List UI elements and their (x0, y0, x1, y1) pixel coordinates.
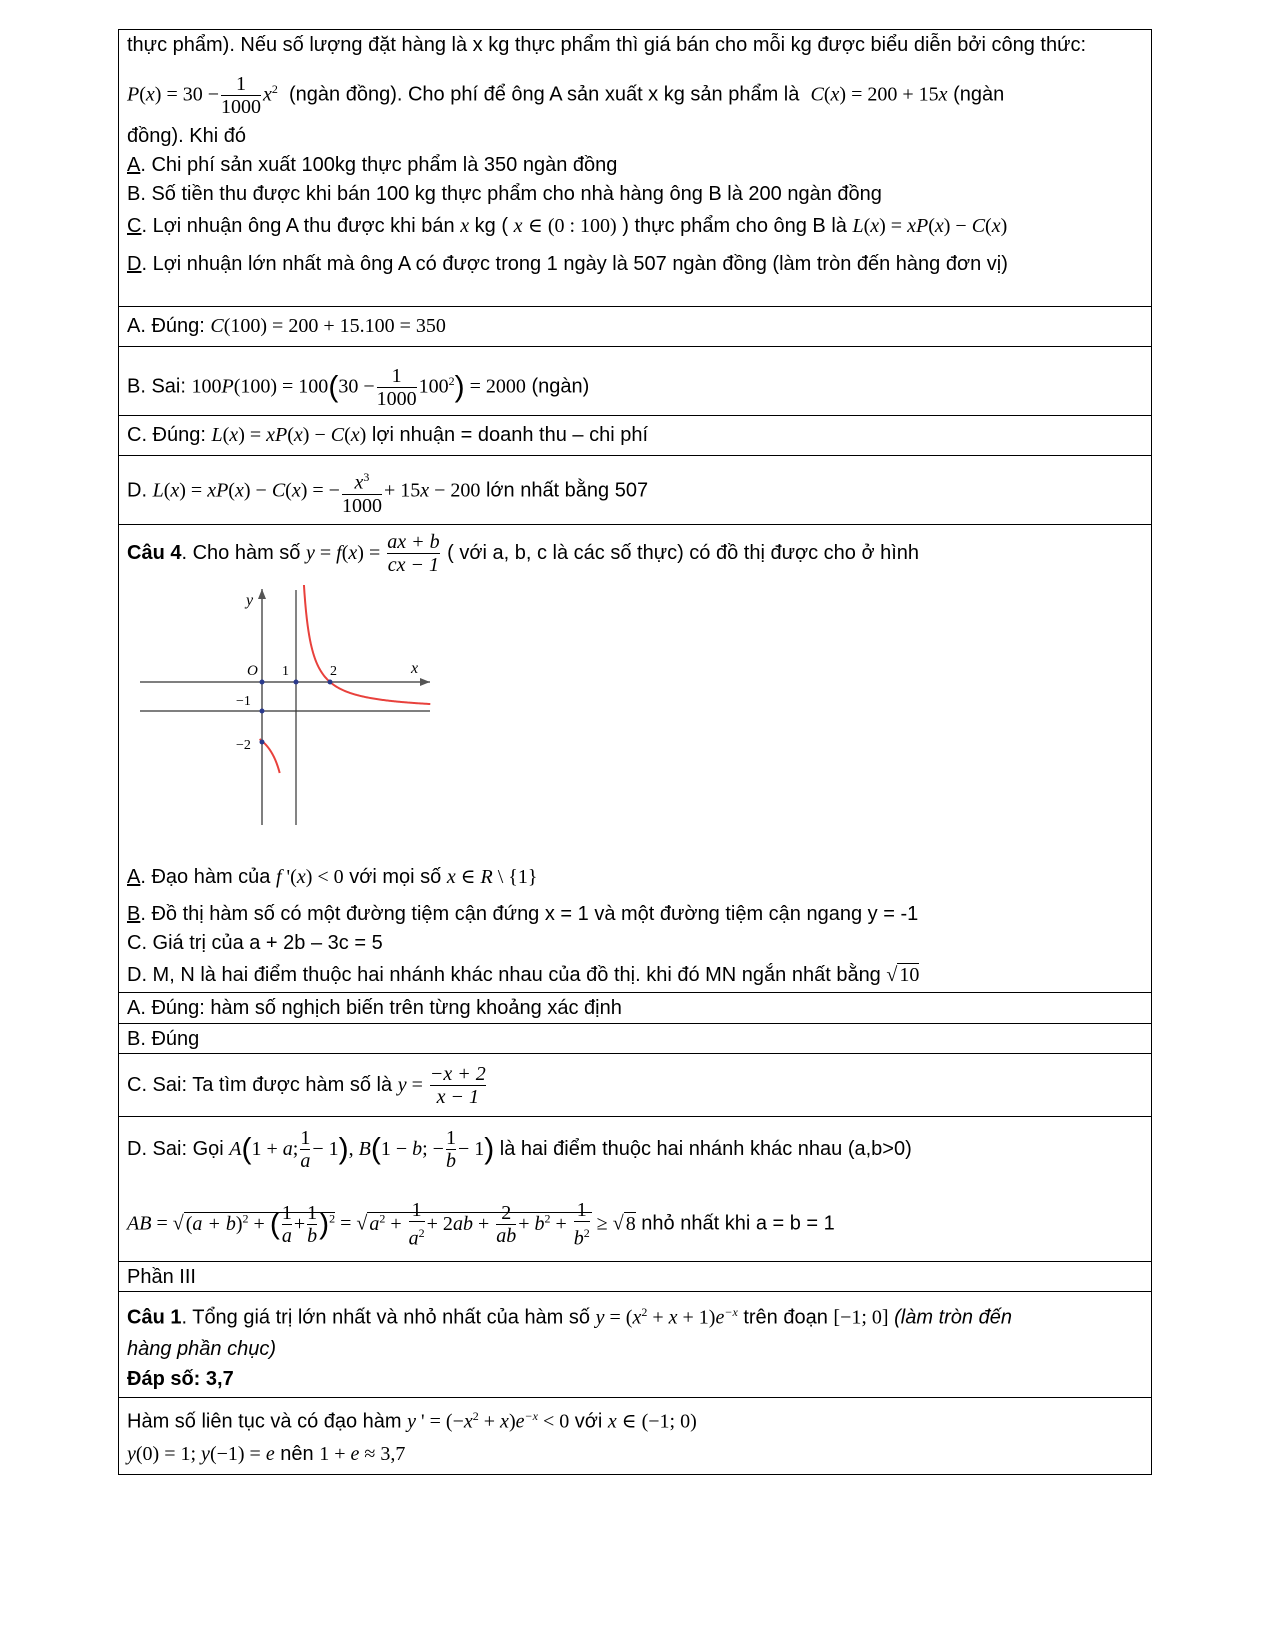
x-axis-label: x (411, 660, 419, 677)
answer-3a-row: A. Đúng: C(100) = 200 + 15.100 = 350 (119, 307, 1151, 347)
part-3-title: Phần III (127, 1266, 196, 1288)
answer-3d-row: D. L(x) = xP(x) − C(x) = − $\frac{x^3}{1000}$ + 15x − 200 lớn nhất bằng 507 (119, 456, 1151, 525)
tick-label-minus-1: −1 (236, 694, 251, 709)
x-axis-arrow (420, 678, 430, 686)
answer-4d-row: D. Sai: Gọi A(1 + a; $\frac{1}{a}$ − 1), B(1 − b; − $\frac{1}{b}$ − 1) là hai điểm thuộc hai nhánh khác nhau (a,b>0) AB = √ $(a + b)^2$ + ( $\frac{1}{a}$ + $\frac{1}{b}$ )$^2$ = √ $a^2$ + $\frac{1}{a^2}$ + 2ab + $\frac{2}{ab}$ + $b^2$ + $\frac{1}{b^2}$ ≥ √ 8 nhỏ nhất khi a = b = 1 (119, 1117, 1151, 1262)
origin-label: O (247, 663, 258, 679)
option-d: D. Lợi nhuận lớn nhất mà ông A có được trong 1 ngày là 507 ngàn đồng (làm tròn đến hàng đơn vị) (127, 253, 1008, 275)
answer-4b-row: B. Đúng (119, 1024, 1151, 1054)
point-y-minus2 (260, 740, 265, 745)
tick-label-2: 2 (330, 664, 337, 679)
q4-option-b: B. Đồ thị hàm số có một đường tiệm cận đứng x = 1 và một đường tiệm cận ngang y = -1 (127, 903, 919, 925)
answer-3b-row: B. Sai: 100P(100) = 100(30 − $\frac{1}{1000}$ $100^2) = 2000$ (ngàn) (119, 347, 1151, 416)
part-3-solution-row: Hàm số liên tục và có đạo hàm y ' = $(-x^2 + x)e^{-x} < 0$ với x ∈ (−1; 0) y(0) = 1; y(−1) = e nên 1 + e ≈ 3,7 (127, 1409, 697, 1465)
intro-line-3: đồng). Khi đó (127, 125, 246, 147)
y-axis-label: y (246, 592, 254, 609)
q4-option-c: C. Giá trị của a + 2b – 3c = 5 (127, 932, 383, 954)
question-3-row (119, 30, 1151, 307)
point-x1 (294, 680, 299, 685)
tick-label-minus-2: −2 (236, 738, 251, 753)
function-graph (132, 585, 434, 827)
answer-4a-row: A. Đúng: hàm số nghịch biến trên từng khoảng xác định (119, 993, 1151, 1024)
option-c: C. Lợi nhuận ông A thu được khi bán x kg ( x ∈ (0 : 100) ) thực phẩm cho ông B là L(x) = xP(x) − C(x) (127, 215, 1008, 237)
option-a: A. Chi phí sản xuất 100kg thực phẩm là 350 ngàn đồng (127, 154, 618, 176)
option-b: B. Số tiền thu được khi bán 100 kg thực phẩm cho nhà hàng ông B là 200 ngàn đồng (127, 183, 882, 205)
point-x2 (328, 680, 333, 685)
part-3-q1-row: Câu 1. Tổng giá trị lớn nhất và nhỏ nhất của hàm số $y = (x^2 + x + 1)e^{-x}$ trên đoạn [−1; 0] (làm tròn đến hàng phần chục) Đáp số: 3,7 (119, 1292, 1151, 1398)
intro-line-2: P(x) = 30 − $\frac{1}{1000}$ $x^2$ (ngàn đồng). Cho phí để ông A sản xuất x kg sản phẩm là C(x) = 200 + 15x (ngàn (127, 72, 1005, 118)
q4-option-a: A. Đạo hàm của f '(x) < 0 với mọi số x ∈ R \ {1} (127, 866, 538, 888)
tick-label-1: 1 (282, 664, 289, 679)
answer-4c-row: C. Sai: Ta tìm được hàm số là y = $\frac{-x + 2}{x - 1}$ (119, 1054, 1151, 1117)
point-origin (260, 680, 265, 685)
y-axis-arrow (258, 589, 266, 599)
question-4-row: Câu 4. Cho hàm số y = f(x) = $\frac{ax + b}{cx - 1}$ ( với a, b, c là các số thực) có đồ thị được cho ở hình A. Đạo hàm của f '(x) < 0 với mọi số x ∈ R \ {1} B. Đồ thị hàm số có một đường tiệm cận đứng x = 1 và một đường tiệm cận ngang y = -1 C. Giá trị của a + 2b – 3c = 5 D. M, N là hai điểm thuộc hai nhánh khác nhau của đồ thị. khi đó MN ngắn nhất bằng √ 10 (119, 525, 1151, 993)
answer-3c-row: C. Đúng: L(x) = xP(x) − C(x) lợi nhuận = doanh thu – chi phí (119, 416, 1151, 456)
part-3-row (119, 1262, 1151, 1292)
q4-option-d: D. M, N là hai điểm thuộc hai nhánh khác nhau của đồ thị. khi đó MN ngắn nhất bằng √ 10 (127, 964, 920, 986)
curve-right-branch (304, 585, 431, 704)
final-answer: Đáp số: 3,7 (127, 1368, 234, 1390)
point-y-minus1 (260, 709, 265, 714)
intro-line-1: thực phẩm). Nếu số lượng đặt hàng là x kg thực phẩm thì giá bán cho mỗi kg được biểu diễn bởi công thức: (127, 34, 1087, 56)
